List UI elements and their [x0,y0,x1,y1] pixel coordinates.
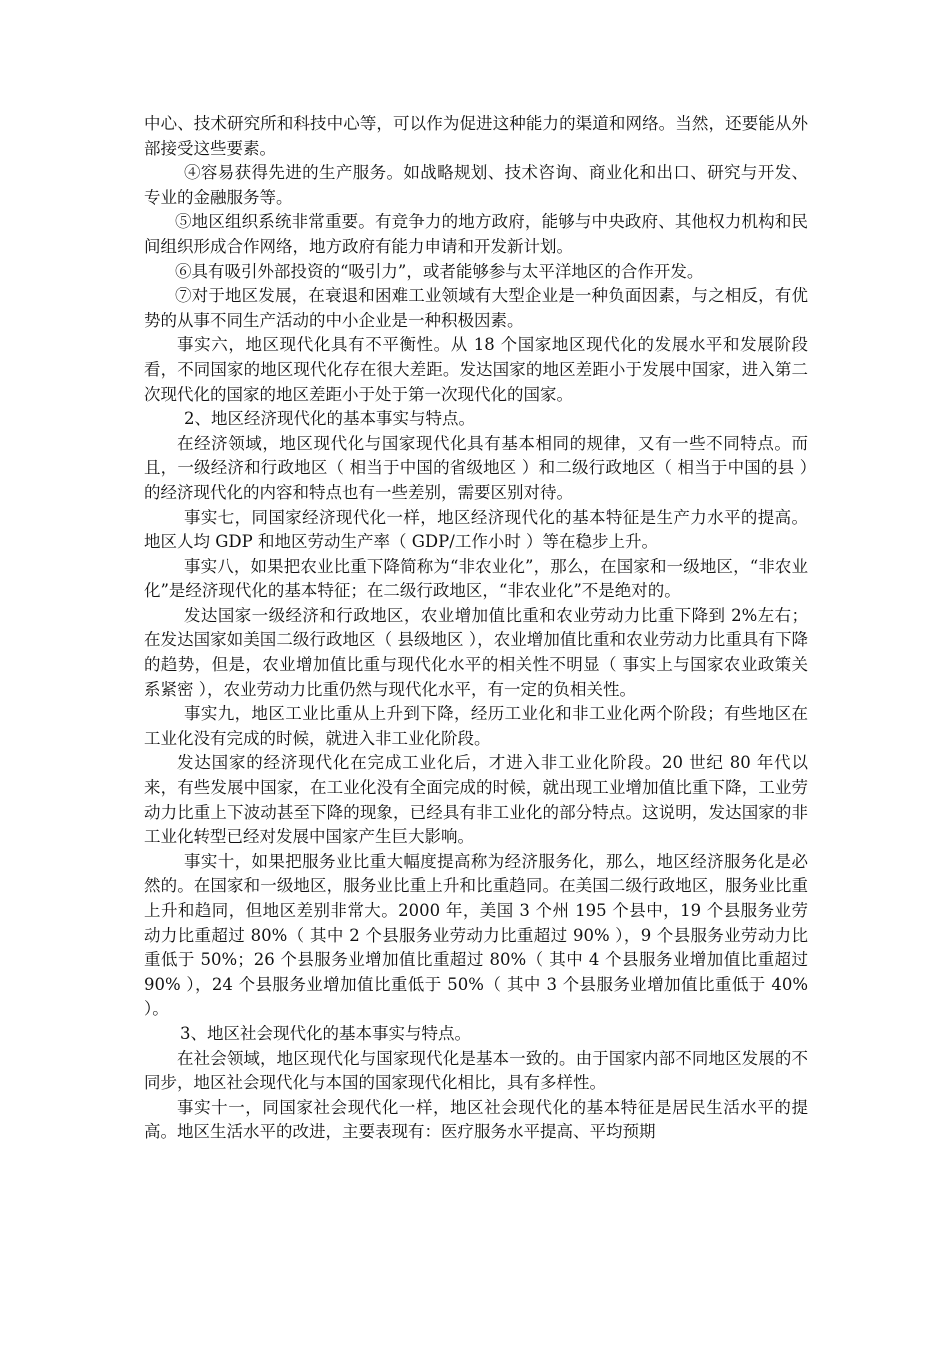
paragraph-6: 事实六，地区现代化具有不平衡性。从 18 个国家地区现代化的发展水平和发展阶段看，不同国家的地区现代化存在很大差距。发达国家的地区差距小于发展中国家，进入第二次现代化的国家的地区差距小于处于第一次现代化的国家。 [144,335,808,404]
paragraph-12: 事实九，地区工业比重从上升到下降，经历工业化和非工业化两个阶段；有些地区在工业化没有完成的时候，就进入非工业化阶段。 [144,704,808,748]
paragraph-17: 事实十一，同国家社会现代化一样，地区社会现代化的基本特征是居民生活水平的提高。地区生活水平的改进，主要表现有：医疗服务水平提高、平均预期 [144,1097,808,1142]
paragraph-13: 发达国家的经济现代化在完成工业化后，才进入非工业化阶段。20 世纪 80 年代以来，有些发展中国家，在工业化没有全面完成的时候，就出现工业增加值比重下降，工业劳动力比重上下波动甚至下降的现象，已经具有非工业化的部分特点。这说明，发达国家的非工业化转型已经对发展中国家产生巨大影响。 [144,753,808,847]
document-body [144,112,808,1145]
section-heading-2: 2、地区经济现代化的基本事实与特点。 [184,409,475,429]
paragraph-4: ⑥具有吸引外部投资的“吸引力”，或者能够参与太平洋地区的合作开发。 [175,261,704,281]
paragraph-9: 事实七，同国家经济现代化一样，地区经济现代化的基本特征是生产力水平的提高。地区人均 GDP 和地区劳动生产率（ GDP/工作小时 ）等在稳步上升。 [144,507,808,552]
paragraph-14: 事实十，如果把服务业比重大幅度提高称为经济服务化，那么，地区经济服务化是必然的。在国家和一级地区，服务业比重上升和比重趋同。在美国二级行政地区，服务业比重上升和趋同，但地区差别非常大。2000 年，美国 3 个州 195 个县中，19 个县服务业劳动力比重超过 80%（ 其中 2 个县服务业劳动力比重超过 90% ），9 个县服务业劳动力比重低于 50%；26 个县服务业增加值比重超过 80%（ 其中 4 个县服务业增加值比重超过 90% ），24 个县服务业增加值比重低于 50%（ 其中 3 个县服务业增加值比重低于 40% ）。 [144,851,808,1019]
paragraph-8: 在经济领域，地区现代化与国家现代化具有基本相同的规律，又有一些不同特点。而且，一级经济和行政地区（ 相当于中国的省级地区 ）和二级行政地区（ 相当于中国的县 ）的经济现代化的内容和特点也有一些差别，需要区别对待。 [144,433,808,502]
section-heading-3: 3、地区社会现代化的基本事实与特点。 [180,1023,471,1043]
paragraph-16: 在社会领域，地区现代化与国家现代化是基本一致的。由于国家内部不同地区发展的不同步，地区社会现代化与本国的国家现代化相比，具有多样性。 [144,1048,808,1093]
paragraph-2: ④容易获得先进的生产服务。如战略规划、技术咨询、商业化和出口、研究与开发、专业的金融服务等。 [144,163,808,207]
paragraph-3: ⑤地区组织系统非常重要。有竞争力的地方政府，能够与中央政府、其他权力机构和民间组织形成合作网络，地方政府有能力申请和开发新计划。 [144,212,808,256]
paragraph-10: 事实八，如果把农业比重下降简称为“非农业化”，那么，在国家和一级地区，“非农业化”是经济现代化的基本特征；在二级行政地区，“非农业化”不是绝对的。 [144,556,808,601]
paragraph-5: ⑦对于地区发展，在衰退和困难工业领域有大型企业是一种负面因素，与之相反，有优势的从事不同生产活动的中小企业是一种积极因素。 [144,286,808,330]
paragraph-11: 发达国家一级经济和行政地区，农业增加值比重和农业劳动力比重下降到 2%左右；在发达国家如美国二级行政地区（ 县级地区 ），农业增加值比重和农业劳动力比重具有下降的趋势，但是，农业增加值比重与现代化水平的相关性不明显（ 事实上与国家农业政策关系紧密 ），农业劳动力比重仍然与现代化水平，有一定的负相关性。 [144,605,808,699]
paragraph-1: 中心、技术研究所和科技中心等，可以作为促进这种能力的渠道和网络。当然，还要能从外部接受这些要素。 [144,114,808,158]
